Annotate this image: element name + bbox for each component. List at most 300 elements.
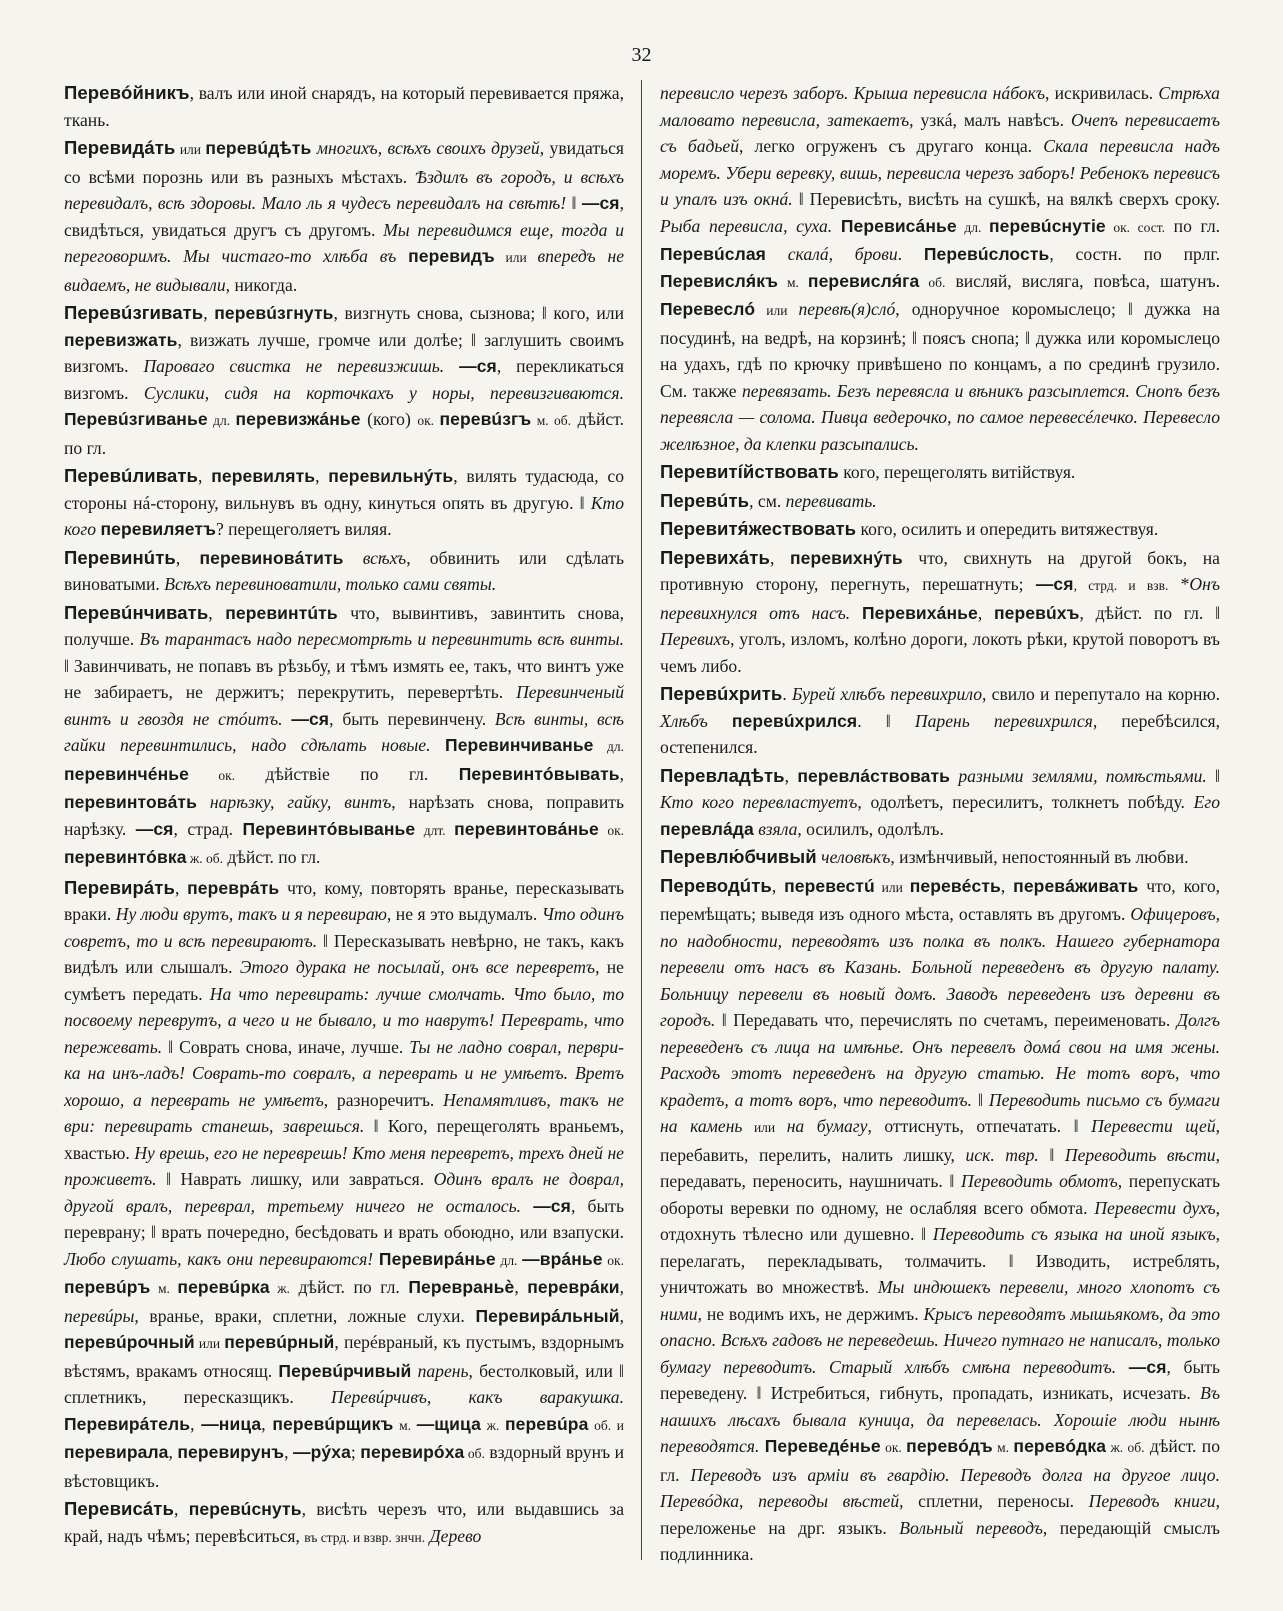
text: , <box>619 1277 624 1297</box>
term: —ся <box>135 818 174 839</box>
term: Перевинтóвывать <box>458 763 620 784</box>
text: , дѣйст. по гл. ‖ <box>1079 602 1221 623</box>
text: . <box>897 244 924 264</box>
dictionary-entry <box>660 516 1220 543</box>
abbrev: или <box>755 303 799 318</box>
term: перевúзгъ <box>439 409 532 429</box>
term: перевестú <box>784 875 875 896</box>
italic-text: Этого дурака не посылай, онъ все перевретъ <box>239 957 596 977</box>
text: , <box>784 765 798 786</box>
text: ; <box>350 1442 361 1462</box>
italic-text: перевúры <box>64 1305 135 1326</box>
term: —щица <box>416 1413 481 1434</box>
italic-text: Долгъ переведенъ съ лица на имѣнье. Онъ перевелъ домá свои на имя жены. Расходъ этотъ переведенъ на другую статью. Не тотъ воръ, что крадетъ, а тотъ воръ, что переводитъ. <box>660 1010 1220 1110</box>
term: Перевирáльный <box>475 1305 620 1326</box>
dictionary-entry <box>64 875 624 1495</box>
term: перевинтóвка <box>64 847 187 867</box>
text: , <box>168 1442 178 1462</box>
italic-text: переводы вѣстей <box>758 1491 900 1511</box>
text: , одноручное коромыслецо; ‖ дужка на посудинѣ, на ведрѣ, на корзинѣ; ‖ поясъ снопа; ‖ дужка или коромыслецо на удахъ, гдѣ по крючку привѣшено по концамъ, а по срединѣ грузило. См. также <box>660 299 1220 401</box>
text: , свило и перепутало на корню. <box>982 684 1220 704</box>
headword: Перевидáть <box>64 137 176 158</box>
term: —ся <box>459 356 497 376</box>
term: перевинчéнье <box>64 763 189 784</box>
text: , никогда. <box>225 274 298 295</box>
headword: Перевúть <box>660 489 750 511</box>
text: кого, перещеголять витійствуя. <box>838 462 1076 482</box>
abbrev: дл. <box>956 219 989 235</box>
italic-text: перевязать. Безъ перевясла и вѣникъ разсыплется. Снопъ безъ перевясла — солома. Пивца ведерочко, по самое перевесéлечко. Перевесло желѣзное, да клепки разсыпались. <box>660 380 1221 454</box>
text: , нарѣзать снова, поправить нарѣзку. <box>64 792 624 839</box>
italic-text: Что одинъ совретъ, то и всѣ перевираютъ. <box>64 904 624 951</box>
term: Перевраньѐ <box>408 1277 515 1297</box>
dictionary-entry <box>660 545 1220 680</box>
term: —ся <box>581 193 620 213</box>
text: , легко огруженъ съ другаго конца. <box>739 136 1044 156</box>
text: ‖ Наврать лишку, или завраться. <box>156 1169 434 1189</box>
dictionary-entry <box>660 844 1220 871</box>
text: дѣйствіе по гл. <box>235 763 459 784</box>
text: , <box>739 1491 759 1511</box>
abbrev: ок. <box>598 822 625 838</box>
term: перевúрка <box>177 1277 270 1297</box>
italic-text: впередъ не видаемъ, не видывали <box>64 246 624 295</box>
term: перевúхъ <box>993 602 1080 623</box>
abbrev: ок. <box>188 767 236 783</box>
dictionary-entry <box>64 545 624 598</box>
abbrev: длт. <box>415 822 455 838</box>
term: —ся <box>1128 1356 1167 1377</box>
text: , <box>619 1305 624 1326</box>
italic-text: перевѣ(я)слó <box>798 299 896 319</box>
term: Перевисля́къ <box>660 270 778 291</box>
abbrev: об. <box>464 1446 485 1461</box>
italic-text: Стрѣха маловато перевисла, затекаетъ <box>660 83 1220 130</box>
text: ‖ Передавать что, перечислять по счетамъ, переименовать. <box>715 1010 1177 1030</box>
text: что, свихнуть на другой бокъ, на противную сторону, перегнуть, перешатнуть; <box>660 547 1220 594</box>
text: ‖ <box>972 1089 989 1110</box>
term: перевидъ <box>408 246 495 266</box>
text: , <box>619 763 625 784</box>
text: что, вывинтивъ, завинтить снова, получше. <box>64 602 624 649</box>
text: , перéвраный, къ пустымъ, вздорнымъ вѣстямъ, вракамъ относящ. <box>64 1332 625 1381</box>
italic-text: Одинъ вралъ не доврал, другой вралъ, переврал, третьему ничего не осталось. <box>64 1169 624 1216</box>
text: ? перещеголяетъ виляя. <box>215 519 392 539</box>
term: перевúзгнуть <box>214 303 334 323</box>
abbrev: дл. <box>593 739 625 754</box>
dictionary-entry <box>64 600 624 873</box>
abbrev: м. <box>992 1440 1014 1455</box>
text: , <box>284 1442 294 1462</box>
headword: Перевирáть <box>64 876 175 898</box>
term: перевирала <box>64 1442 169 1462</box>
headword: Перевóйникъ <box>64 82 190 103</box>
term: Перевúслость <box>923 244 1050 264</box>
abbrev: или <box>175 142 206 157</box>
italic-text: Парень перевихрился <box>914 710 1093 731</box>
text: , быть переведену. ‖ Истребиться, гибнуть, пропадать, изникать, исчезать. <box>660 1356 1220 1403</box>
text: , <box>173 1499 189 1519</box>
abbrev: ок. сост. <box>1105 219 1166 235</box>
text: , обвинить или сдѣлать виноватыми. <box>64 547 624 594</box>
dictionary-entry <box>64 135 624 298</box>
term: перевиновáтить <box>199 547 344 568</box>
italic-text: Рыба перевисла, суха. <box>660 215 833 236</box>
text: , <box>977 602 994 623</box>
text <box>444 356 459 376</box>
italic-text: Переводъ книги <box>1088 1491 1216 1511</box>
text: , оттиснуть, отпечатать. ‖ <box>867 1116 1092 1136</box>
term: перевизжáнье <box>235 409 361 429</box>
text: , узкá, малъ навѣсъ. <box>909 109 1071 130</box>
term: Перевинтóвыванье <box>242 818 416 839</box>
headword: Переводúть <box>660 874 772 896</box>
text: , страд. <box>173 818 243 839</box>
headword: Перевладѣть <box>660 764 785 786</box>
term: перевúрщикъ <box>272 1413 394 1434</box>
italic-text: Перевести щей <box>1091 1116 1216 1136</box>
text: дѣйст. по гл. <box>289 1277 409 1297</box>
dictionary-entry <box>660 681 1220 761</box>
text: , бестолковый, или ‖ сплетникъ, пересказщикъ. <box>64 1360 624 1407</box>
abbrev: или <box>742 1120 787 1135</box>
text <box>832 216 841 236</box>
italic-text: Въ нашихъ лѣсахъ бывала куница, да перевелась. Хорошіе люди нынѣ переводятся. <box>660 1383 1220 1456</box>
left-column <box>64 80 624 1551</box>
dictionary-entry <box>64 1496 624 1551</box>
abbrev: ок. <box>880 1440 907 1455</box>
term: перевинтовáнье <box>454 818 599 839</box>
term: перевизжать <box>64 329 178 350</box>
italic-text: Всѣхъ перевиноватили, только сами святы. <box>164 574 497 594</box>
text: , вранье, враки, сплетни, ложные слухи. <box>134 1305 476 1326</box>
italic-text: Непамятливъ, такъ не ври: перевирать станешь, заврешься. <box>64 1089 624 1136</box>
term: перевúхрился <box>731 710 858 731</box>
headword: Перевитíйствовать <box>660 461 839 482</box>
text: , вилять тудасюда, со стороны нá-сторону, вильнувъ въ одну, кинуться опять въ другую. ‖ <box>64 466 624 513</box>
italic-text: Вольный переводъ <box>899 1517 1043 1538</box>
term: перевирóха <box>360 1442 465 1462</box>
term: перевúснутіе <box>988 215 1106 236</box>
italic-text: Переводить съ языка на иной языкъ <box>932 1224 1216 1244</box>
text: , отдохнуть тѣлесно или душевно. ‖ <box>660 1197 1220 1244</box>
italic-text: Ѣздилъ въ городъ, и всѣхъ перевидалъ, всѣ здоровы. Мало ль я чудесъ перевидалъ на свѣтѣ! <box>64 166 624 213</box>
italic-text: Пароваго свистка не перевизжишь. <box>143 356 445 376</box>
abbrev: , стрд. и взв. <box>1073 578 1169 593</box>
text: , быть перевинчену. <box>329 708 495 729</box>
italic-text: человѣкъ <box>816 847 891 867</box>
italic-text: иск. твр. <box>965 1144 1039 1165</box>
dictionary-entry <box>64 463 624 543</box>
text: , не водимъ ихъ, не держимъ. <box>697 1303 924 1324</box>
italic-text: нарѣзку, гайку, винтъ <box>196 792 392 812</box>
text: (кого) <box>360 409 418 429</box>
italic-text: на бумагу <box>786 1116 868 1136</box>
term: переврáть <box>187 877 280 898</box>
text: , <box>1000 875 1014 896</box>
text: , перебавить, перелить, налить лишку, <box>660 1116 1221 1165</box>
text: , измѣнчивый, непостоянный въ любви. <box>890 847 1189 867</box>
term: перевинтúть <box>225 602 338 623</box>
italic-text: Кто кого перевластуетъ <box>660 792 858 812</box>
italic-text: Скала перевисла надъ моремъ. Убери веревку, вишь, перевисла черезъ заборъ! Ребенокъ перевисъ и упалъ изъ окнá. <box>660 136 1220 209</box>
abbrev: или <box>874 879 910 895</box>
term: перевúснуть <box>188 1499 302 1519</box>
text: , одолѣетъ, пересилитъ, толкнетъ побѣду. <box>857 792 1194 812</box>
italic-text: Ты не ладно соврал, перври-ка на инъ-ладъ! Соврать-то совралъ, а переврать и не умѣетъ. Вретъ хорошо, а переврать не умѣетъ <box>64 1036 624 1110</box>
term: перевúрный <box>224 1332 335 1352</box>
italic-text: Любо слушать, какъ они перевираются! <box>64 1248 374 1269</box>
page-number: 32 <box>631 44 652 66</box>
text: ‖ <box>566 193 582 213</box>
abbrev: м. <box>777 274 808 290</box>
text: ‖ Пересказывать невѣрно, не такъ, какъ видѣлъ или слышалъ. <box>64 930 624 977</box>
italic-text: Бурей хлѣбъ перевихрило <box>791 684 983 704</box>
term: перевирунъ <box>177 1442 285 1462</box>
column-divider <box>641 80 642 1560</box>
text: , <box>315 466 329 486</box>
dictionary-entry <box>64 300 624 461</box>
italic-text: скалá, брови <box>765 244 898 264</box>
italic-text: перевисло черезъ заборъ. Крыша перевисла нáбокъ <box>660 83 1045 103</box>
italic-text: Офицеровъ, по надобности, переводятъ изъ полка въ полкъ. Нашего губернатора перевели отъ насъ въ Казань. Больной переведенъ въ другую палату. Больницу перевели въ новый домъ. Заводъ переведенъ изъ деревни въ городъ. <box>660 904 1220 1030</box>
dictionary-entry <box>660 459 1220 486</box>
italic-text: Дерево <box>429 1525 482 1546</box>
abbrev: дл. <box>207 413 236 428</box>
term: перевинтовáть <box>64 792 197 812</box>
text: висляй, висляга, повѣса, шатунъ. <box>945 270 1221 291</box>
term: перевóдка <box>1013 1436 1107 1456</box>
term: Перевúслая <box>660 244 766 264</box>
term: Перевирáнье <box>378 1248 496 1269</box>
italic-text: разными землями, помѣстьями. <box>950 765 1207 786</box>
italic-text: Его <box>1193 792 1220 812</box>
italic-text: Мы перевидимся еще, тогда и переговоримъ. Мы чистаго-то хлѣба въ <box>64 219 624 266</box>
abbrev: ок. <box>417 413 440 428</box>
italic-text: Кто кого <box>64 492 624 539</box>
text: по гл. <box>1165 215 1221 236</box>
term: —ся <box>1035 574 1074 594</box>
term: перевисля́га <box>807 270 920 291</box>
dictionary-entry <box>660 873 1220 1568</box>
term: перевáживать <box>1013 875 1139 896</box>
text: ‖ <box>1206 765 1220 786</box>
abbrev: или <box>194 1336 225 1351</box>
text: , разноречитъ. <box>323 1089 444 1110</box>
headword: Перевúзгивать <box>64 302 204 323</box>
text: , <box>769 547 790 568</box>
text: , перелагать, перекладывать, толмачить. ‖ Изводить, истреблять, уничтожать во множествѣ. <box>660 1224 1220 1297</box>
headword: Перевинúть <box>64 546 176 568</box>
text: ‖ <box>1038 1144 1065 1165</box>
italic-text: Ну люди врутъ, такъ и я перевираю <box>115 904 387 924</box>
abbrev: ок. <box>602 1252 624 1268</box>
text: , переложенье на дрг. языкъ. <box>660 1491 1220 1538</box>
text: , искривилась. <box>1044 83 1159 103</box>
italic-text: Переводить обмотъ <box>961 1171 1118 1191</box>
term: Перевеслó <box>660 299 756 319</box>
text: , <box>514 1277 528 1297</box>
headword: Перевúливать <box>64 465 199 486</box>
italic-text: Хлѣбъ <box>660 710 708 731</box>
text: , быть переврану; ‖ врать почередно, бесѣдовать и врать обоюдно, или взапуски. <box>64 1195 624 1242</box>
text: дѣйст. по гл. <box>64 409 624 458</box>
term: перевлáда <box>660 818 754 839</box>
term: Перевúрчивый <box>278 1360 412 1381</box>
headword: Перевитя́жествовать <box>660 518 857 539</box>
text: , <box>208 602 226 623</box>
text: , уголъ, изломъ, колѣно дороги, локоть рѣки, крутой поворотъ въ чемъ либо. <box>660 629 1220 676</box>
text: , визжать лучше, громче или долѣе; ‖ заглушить своимъ визгомъ. <box>64 329 624 376</box>
abbrev: въ стрд. и взвр. знчн. <box>304 1529 426 1545</box>
text: что, кому, повторять вранье, пересказывать враки. <box>64 877 624 924</box>
term: перевúдѣть <box>205 138 312 158</box>
abbrev: ж. об. <box>186 851 223 866</box>
right-column <box>660 80 1220 1568</box>
text <box>1116 1357 1129 1377</box>
headword: Перевúнчивать <box>64 601 209 623</box>
text: , не я это выдумалъ. <box>386 904 542 924</box>
headword: Перевисáть <box>64 1498 174 1519</box>
text: дѣйст. по гл. <box>222 847 321 867</box>
italic-text: Переводить письмо съ бумаги на камень <box>660 1089 1220 1136</box>
abbrev: м. <box>393 1417 417 1433</box>
headword: Перевлю́бчивый <box>660 846 817 867</box>
italic-text: Онъ перевихнулся отъ насъ. <box>660 574 1220 623</box>
text: , перебѣсился, остепенился. <box>660 710 1220 757</box>
italic-text: взяла <box>753 818 798 839</box>
term: перевúра <box>505 1413 589 1434</box>
abbrev: об. <box>919 274 946 290</box>
italic-text: Всѣ винты, всѣ гайки перевинтились, надо сдѣлать новые. <box>64 708 624 755</box>
text: . ‖ <box>857 710 915 731</box>
headword: Перевихáть <box>660 546 770 568</box>
text: , валъ или иной снарядъ, на который перевивается пряжа, ткань. <box>64 83 624 130</box>
italic-text: Переводъ изъ арміи въ гвардію. Переводъ долга на другое лицо. Перевóдка <box>660 1464 1220 1511</box>
italic-text: Перевихъ <box>660 629 731 649</box>
italic-text: Перевúрчивъ, какъ варакушка. <box>331 1387 624 1407</box>
italic-text: На что перевирать: лучше смолчать. Что было, то посвоему переврутъ, а чего и не бывало, и то наврутъ! Переврать, что пережевать. <box>64 983 625 1057</box>
abbrev: ж. <box>269 1281 290 1296</box>
text: , <box>771 875 785 896</box>
italic-text: всѣхъ <box>343 547 407 568</box>
italic-text: парень <box>411 1360 469 1381</box>
text: , передавать, переносить, наушничать. ‖ <box>660 1144 1220 1191</box>
text: , висѣть черезъ что, или выдавшись за край, надъ чѣмъ; перевѣситься, <box>64 1499 625 1546</box>
text: , см. <box>749 490 786 511</box>
text: , <box>190 1413 202 1434</box>
italic-text: многихъ, всѣхъ своихъ друзей <box>311 138 540 158</box>
text: , <box>198 466 212 486</box>
abbrev: об. и <box>588 1417 625 1433</box>
text: вздорный врунъ и вѣстовщикъ. <box>64 1442 625 1491</box>
text: , <box>203 303 215 323</box>
text: дѣйст. по гл. <box>660 1436 1220 1485</box>
text: , сплетни, переносы. <box>899 1491 1089 1511</box>
term: перевиляетъ <box>100 519 216 539</box>
abbrev: или <box>494 250 538 265</box>
term: перевихнýть <box>790 547 903 568</box>
abbrev: ж. об. <box>1106 1440 1145 1455</box>
text: , перепускать обороты веревки по одному, не ослабляя всего обмота. <box>660 1171 1220 1218</box>
text <box>708 711 732 731</box>
text: кого, осилить и опередить витяжествуя. <box>856 519 1159 539</box>
italic-text: Мы индюшекъ перевели, много хлопотъ съ ними <box>660 1277 1220 1324</box>
abbrev: м. <box>150 1281 178 1296</box>
text: , увидаться со всѣми порознь или въ разныхъ мѣстахъ. <box>64 138 624 187</box>
dictionary-entry <box>660 80 1220 457</box>
text: ‖ Перевисѣть, висѣть на сушкѣ, на вялкѣ сверхъ сроку. <box>792 189 1220 209</box>
text: , не сумѣетъ передать. <box>64 957 624 1004</box>
headword: Перевúхрить <box>660 683 783 704</box>
dictionary-entry <box>660 488 1220 515</box>
term: перевúръ <box>64 1277 151 1297</box>
italic-text: Перевести духъ <box>1094 1197 1216 1218</box>
text <box>431 735 446 755</box>
abbrev: дл. <box>495 1252 523 1268</box>
dictionary-entry <box>660 763 1220 843</box>
text: , <box>261 1413 273 1434</box>
text: , свидѣться, увидаться другъ съ другомъ. <box>64 193 624 240</box>
italic-text: Суслики, сидя на корточкахъ у норы, перевизгиваются. <box>143 382 624 403</box>
italic-text: Очепъ перевисаетъ съ бадьей <box>660 109 1220 156</box>
text: , передающій смыслъ подлинника. <box>660 1517 1220 1564</box>
term: —ся <box>533 1195 571 1216</box>
text: * <box>1168 574 1190 594</box>
term: —ся <box>291 708 330 729</box>
text <box>521 1196 533 1216</box>
term: перевúрочный <box>64 1332 195 1352</box>
text: ‖ Завинчивать, не попавъ въ рѣзьбу, и тѣмъ измять ее, такъ, что винтъ уже не забираетъ, не держитъ; перекрутить, перевертѣть. <box>64 655 624 702</box>
abbrev: ж. <box>480 1417 506 1433</box>
text: . <box>782 684 792 704</box>
term: —врáнье <box>522 1248 603 1269</box>
term: Перевинчиванье <box>445 735 594 755</box>
term: Перевихáнье <box>861 602 978 623</box>
abbrev: м. об. <box>531 413 572 428</box>
term: Перевисáнье <box>840 215 957 236</box>
text: , состн. по прлг. <box>1049 244 1221 264</box>
text <box>850 603 862 623</box>
text: , визгнуть снова, сызнова; ‖ кого, или <box>333 303 625 323</box>
text: ‖ Соврать снова, иначе, лучше. <box>162 1036 410 1057</box>
term: перевилять <box>211 466 316 486</box>
text: что, кого, перемѣщать; выведя изъ одного мѣста, оставлять въ другомъ. <box>660 875 1221 924</box>
text: , осилилъ, одолѣлъ. <box>797 818 944 839</box>
text: , <box>175 547 200 568</box>
text: , <box>174 877 188 898</box>
term: переврáки <box>527 1277 620 1297</box>
term: перевлáствовать <box>797 765 951 786</box>
text: ‖ Кого, перещеголять враньемъ, хвастью. <box>64 1116 624 1163</box>
italic-text: Въ тарантасъ надо пересмотрѣть и перевинтить всѣ винты. <box>139 629 625 649</box>
term: перевильнýть <box>328 466 454 486</box>
term: —ница <box>201 1413 262 1434</box>
term: перевóдъ <box>906 1436 993 1456</box>
text: , перекликаться визгомъ. <box>64 356 624 403</box>
term: Перевúзгиванье <box>64 409 208 429</box>
term: —рýха <box>293 1442 351 1462</box>
term: Переведéнье <box>764 1436 881 1456</box>
italic-text: Перевинченый винтъ и гвоздя не стóитъ. <box>64 682 624 729</box>
italic-text: Переводить вѣсти <box>1064 1144 1216 1165</box>
italic-text: перевивать. <box>785 490 877 511</box>
dictionary-entry <box>64 80 624 133</box>
term: перевéсть <box>909 875 1001 896</box>
italic-text: Ну врешь, его не переврешь! Кто меня перевретъ, трехъ дней не проживетъ. <box>64 1142 624 1189</box>
italic-text: Крысъ переводятъ мышьякомъ, да это опасно. Всѣхъ гадовъ не переведешь. Ничего путнаго не написалъ, только бумагу переводитъ. Старый хлѣбъ смѣна переводитъ. <box>660 1303 1221 1377</box>
term: Перевирáтель <box>64 1413 191 1434</box>
